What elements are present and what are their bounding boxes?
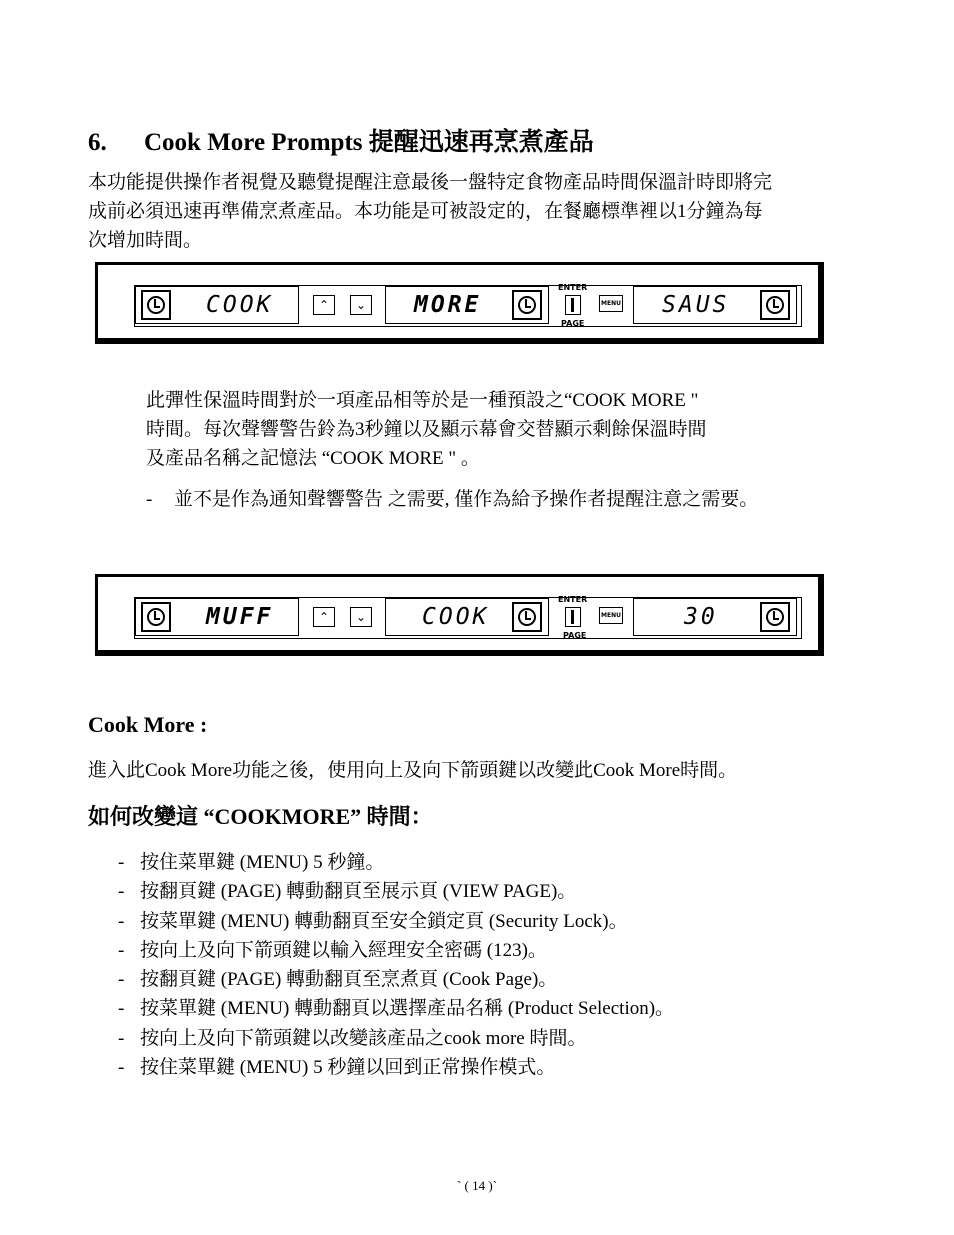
menu-key-icon: MENU bbox=[599, 607, 623, 624]
lcd-window-middle bbox=[385, 598, 549, 636]
step-text: 按菜單鍵 (MENU) 轉動翻頁至安全鎖定頁 (Security Lock)。 bbox=[140, 910, 628, 932]
control-panel-illustration bbox=[95, 262, 824, 344]
enter-page-key-icon bbox=[565, 607, 581, 627]
lcd-window-right bbox=[633, 286, 797, 324]
list-item: - 按菜單鍵 (MENU) 轉動翻頁以選擇產品名稱 (Product Selection)。 bbox=[118, 998, 675, 1020]
step-text: 按住菜單鍵 (MENU) 5 秒鐘。 bbox=[140, 852, 385, 873]
lcd-text-right: SAUS bbox=[662, 292, 730, 318]
lcd-text-middle: COOK bbox=[422, 604, 490, 630]
lcd-window-left bbox=[135, 286, 299, 324]
panel-display-strip bbox=[134, 285, 802, 327]
description-line: 及產品名稱之記憶法 “COOK MORE " 。 bbox=[146, 448, 480, 469]
clock-icon bbox=[760, 602, 790, 632]
up-arrow-icon: ⌃ bbox=[313, 295, 335, 315]
page-number: ` ( 14 )` bbox=[456, 1178, 498, 1193]
note-dash: - bbox=[146, 489, 153, 510]
section-heading bbox=[88, 122, 594, 158]
clock-icon bbox=[760, 290, 790, 320]
down-arrow-icon: ⌄ bbox=[350, 295, 372, 315]
description-line: 時間。每次聲響警告鈴為3秒鐘以及顯示幕會交替顯示剩餘保溫時間 bbox=[146, 419, 707, 440]
list-item: - 按翻頁鍵 (PAGE) 轉動翻頁至展示頁 (VIEW PAGE)。 bbox=[118, 881, 577, 903]
lcd-text-right: 30 bbox=[684, 604, 718, 630]
down-arrow-icon: ⌄ bbox=[350, 607, 372, 627]
intro-line: 本功能提供操作者視覺及聽覺提醒注意最後一盤特定食物產品時間保溫計時即將完 bbox=[88, 172, 773, 193]
description-paragraph bbox=[146, 386, 707, 473]
description-line: 此彈性保溫時間對於一項產品相等於是一種預設之“COOK MORE " bbox=[146, 390, 699, 411]
lcd-window-middle bbox=[385, 286, 549, 324]
list-item: - 按住菜單鍵 (MENU) 5 秒鐘以回到正常操作模式。 bbox=[118, 1057, 556, 1079]
up-arrow-icon: ⌃ bbox=[313, 607, 335, 627]
intro-line: 次增加時間。 bbox=[88, 230, 203, 251]
list-item: - 按翻頁鍵 (PAGE) 轉動翻頁至烹煮頁 (Cook Page)。 bbox=[118, 969, 558, 991]
lcd-window-right bbox=[633, 598, 797, 636]
clock-icon bbox=[141, 290, 171, 320]
step-text: 按住菜單鍵 (MENU) 5 秒鐘以回到正常操作模式。 bbox=[140, 1057, 556, 1079]
page-label: PAGE bbox=[563, 631, 587, 640]
intro-paragraph bbox=[88, 168, 772, 255]
clock-icon bbox=[512, 602, 542, 632]
panel-display-strip bbox=[134, 597, 802, 639]
enter-label: ENTER bbox=[558, 283, 588, 292]
clock-icon bbox=[141, 602, 171, 632]
lcd-window-left bbox=[135, 598, 299, 636]
howto-heading: 如何改變這 “COOKMORE” 時間： bbox=[88, 804, 433, 829]
section-number: 6. bbox=[88, 129, 107, 156]
lcd-text-left: MUFF bbox=[206, 604, 274, 630]
page-label: PAGE bbox=[561, 319, 585, 328]
control-panel-illustration bbox=[95, 574, 824, 656]
list-item: - 按向上及向下箭頭鍵以輸入經理安全密碼 (123)。 bbox=[118, 939, 547, 961]
menu-key-icon: MENU bbox=[599, 295, 623, 312]
step-text: 按菜單鍵 (MENU) 轉動翻頁以選擇產品名稱 (Product Selection)。 bbox=[140, 998, 675, 1020]
clock-icon bbox=[512, 290, 542, 320]
section-title: Cook More Prompts 提醒迅速再烹煮產品 bbox=[144, 129, 594, 156]
list-item: - 按住菜單鍵 (MENU) 5 秒鐘。 bbox=[118, 852, 385, 873]
note-line bbox=[146, 484, 758, 511]
intro-line: 成前必須迅速再準備烹煮產品。本功能是可被設定的，在餐廳標準裡以1分鐘為每 bbox=[88, 201, 763, 222]
lcd-text-middle: MORE bbox=[414, 292, 482, 318]
cookmore-heading: Cook More : bbox=[88, 712, 208, 737]
lcd-text-left: COOK bbox=[206, 292, 274, 318]
note-text: 並不是作為通知聲響警告 之需要, 僅作為給予操作者提醒注意之需要。 bbox=[174, 489, 759, 510]
step-text: 按翻頁鍵 (PAGE) 轉動翻頁至烹煮頁 (Cook Page)。 bbox=[140, 969, 558, 991]
enter-label: ENTER bbox=[558, 595, 588, 604]
list-item: - 按菜單鍵 (MENU) 轉動翻頁至安全鎖定頁 (Security Lock)。 bbox=[118, 910, 628, 932]
steps-list bbox=[118, 848, 674, 1082]
cookmore-text: 進入此Cook More功能之後，使用向上及向下箭頭鍵以改變此Cook More時間。 bbox=[88, 760, 738, 781]
step-text: 按翻頁鍵 (PAGE) 轉動翻頁至展示頁 (VIEW PAGE)。 bbox=[140, 881, 577, 903]
step-text: 按向上及向下箭頭鍵以輸入經理安全密碼 (123)。 bbox=[140, 939, 547, 961]
enter-page-key-icon bbox=[565, 295, 581, 315]
list-item: - 按向上及向下箭頭鍵以改變該產品之cook more 時間。 bbox=[118, 1027, 587, 1049]
step-text: 按向上及向下箭頭鍵以改變該產品之cook more 時間。 bbox=[140, 1027, 587, 1049]
